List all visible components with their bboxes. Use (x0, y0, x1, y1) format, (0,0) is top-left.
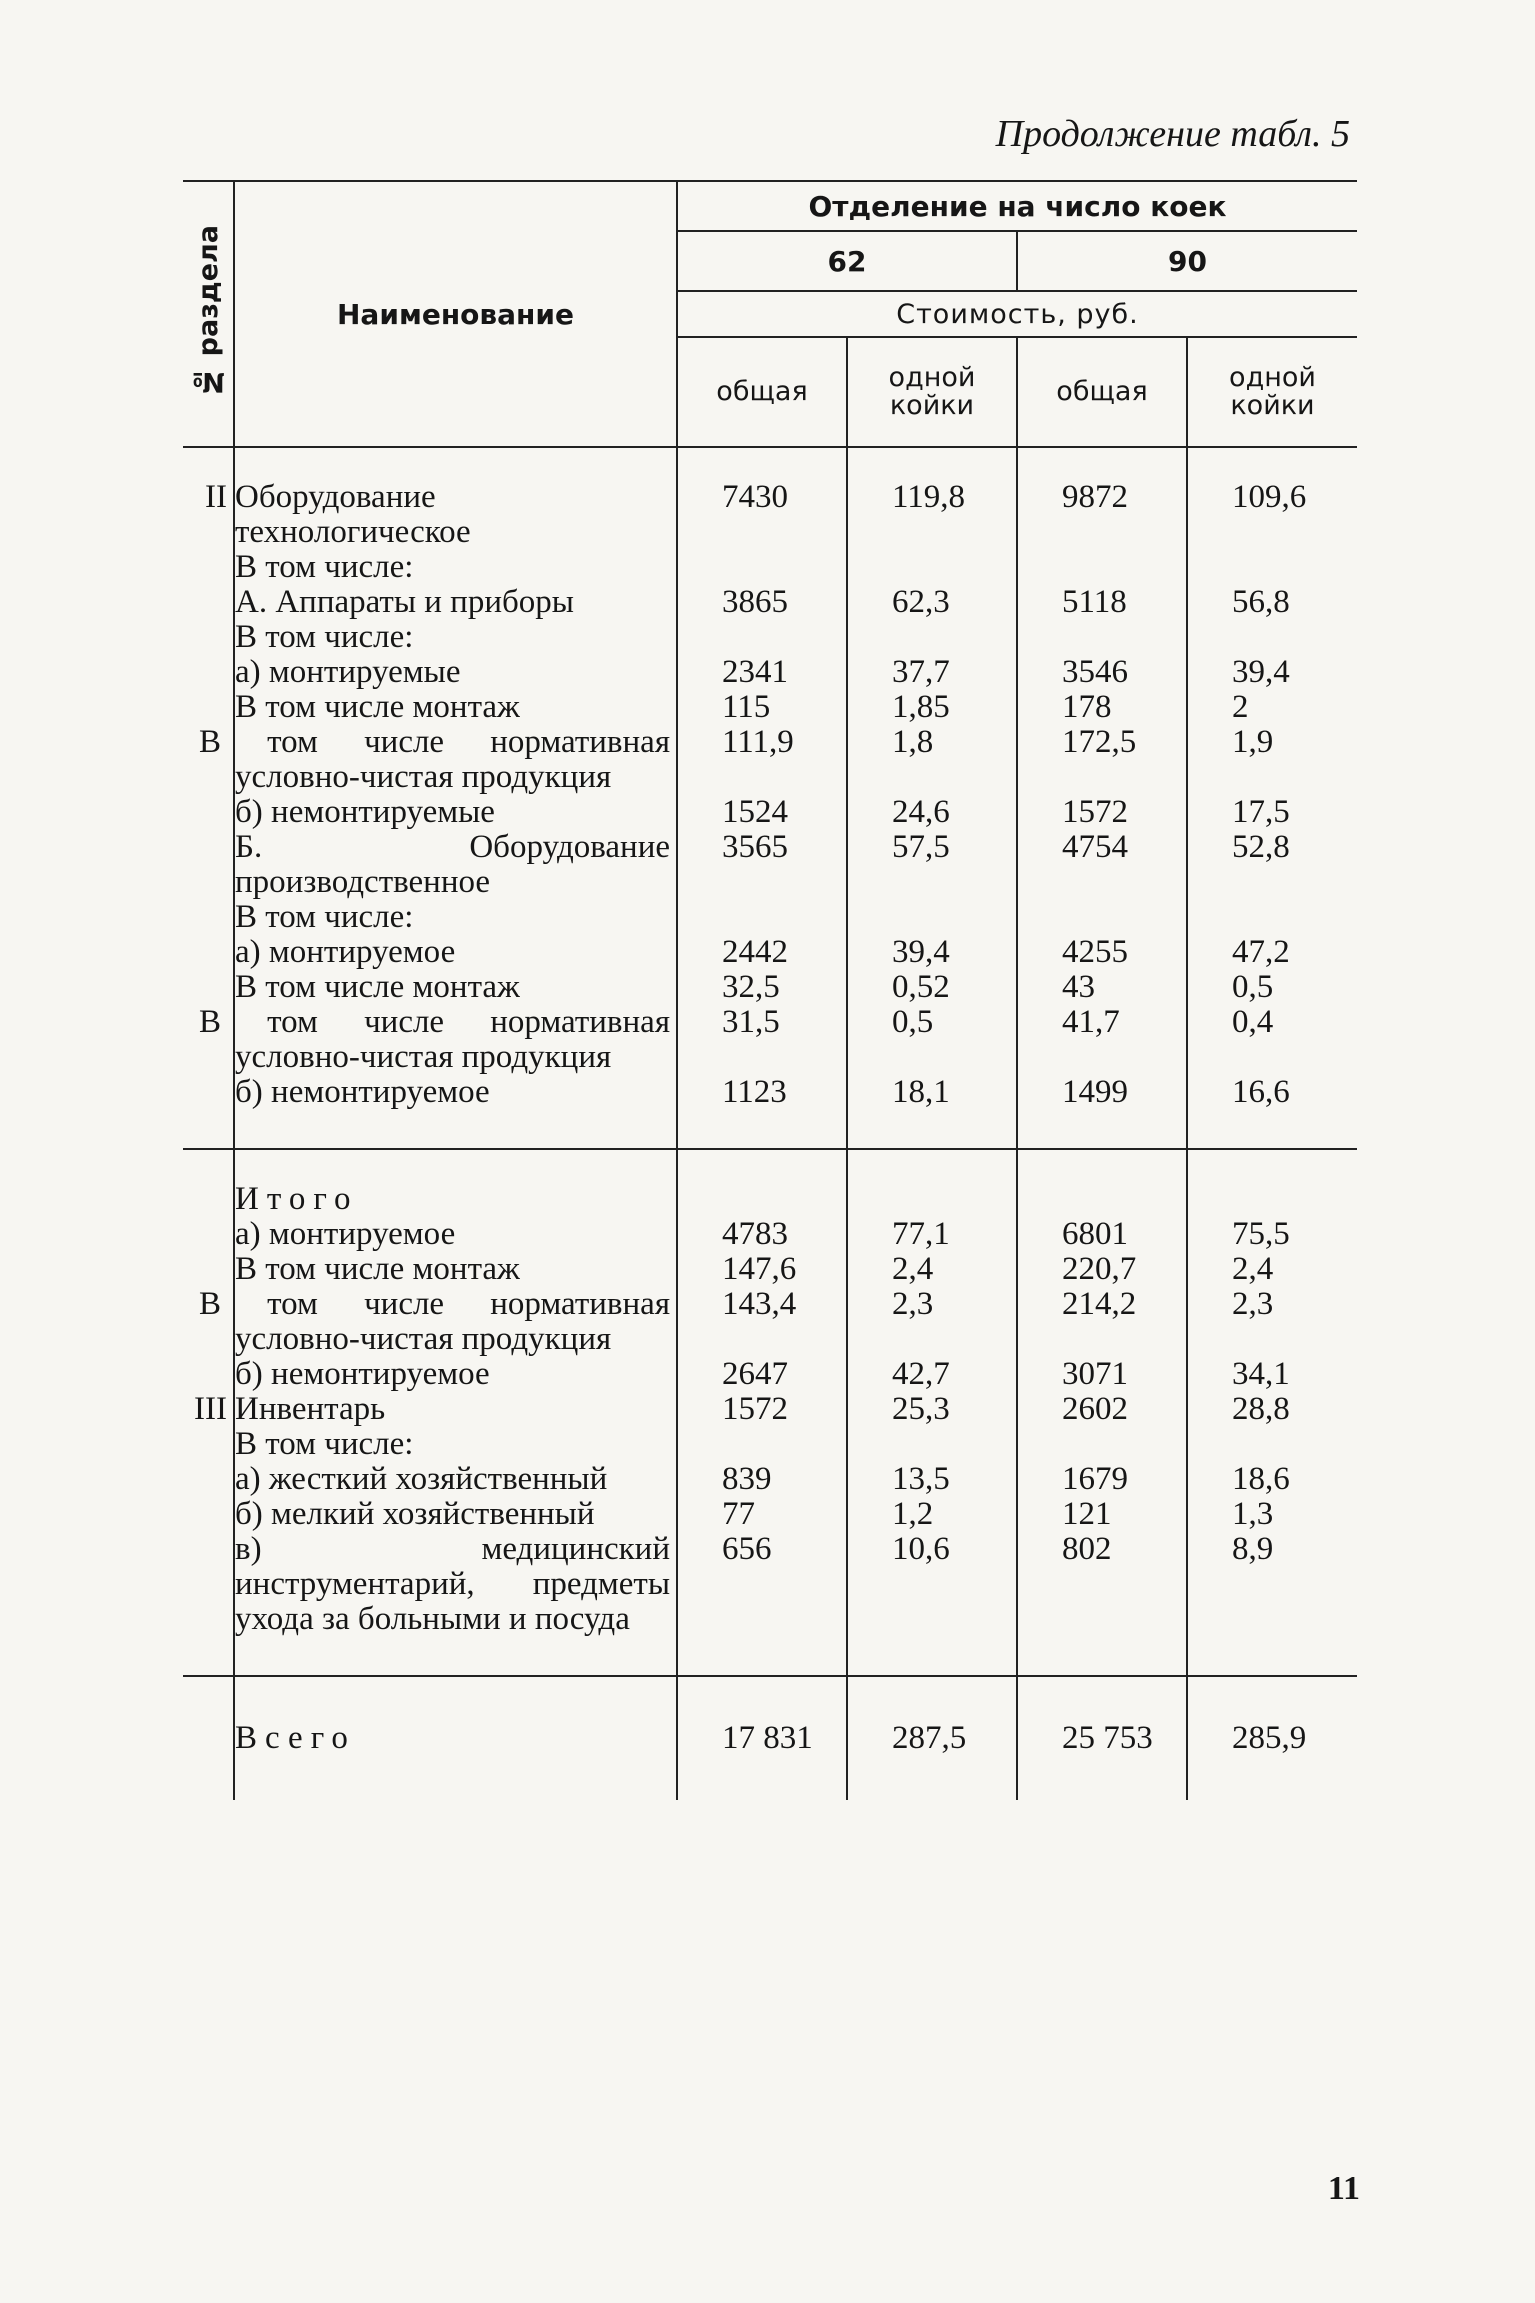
beds-62-header: 62 (677, 231, 1017, 291)
value-per-bed-90: 52,8 (1232, 829, 1290, 865)
section-number (183, 1075, 234, 1149)
value-per-bed-62: 25,3 (847, 1392, 1017, 1427)
value-total-62: 115 (677, 690, 847, 725)
section-number (183, 1532, 234, 1676)
row-name: В том числе: (234, 550, 677, 585)
table-row (183, 725, 1357, 795)
value-per-bed-90: 0,4 (1232, 1004, 1274, 1040)
total-row (183, 1676, 1357, 1800)
value-per-bed-62: 62,3 (847, 585, 1017, 620)
value-per-bed-62 (847, 550, 1017, 585)
subcol-per-bed-90: одной койки (1187, 337, 1357, 447)
row-name: а) монтируемые (234, 655, 677, 690)
section-number (183, 1217, 234, 1252)
table-row (183, 1357, 1357, 1392)
value-per-bed-62: 42,7 (847, 1357, 1017, 1392)
value-total-90: 178 (1017, 690, 1187, 725)
row-name: а) монтируемое (234, 935, 677, 970)
row-name: А. Аппараты и приборы (234, 585, 677, 620)
value-per-bed-90 (1187, 1427, 1357, 1462)
value-per-bed-90: 2 (1232, 689, 1249, 725)
row-name: Б. Оборудование производственное (234, 830, 677, 900)
table-row (183, 1149, 1357, 1217)
value-total-62: 111,9 (677, 725, 847, 795)
value-total-62: 4783 (677, 1217, 847, 1252)
table-row (183, 1497, 1357, 1532)
table-row (183, 1005, 1357, 1075)
value-per-bed-62: 10,6 (847, 1532, 1017, 1676)
value-total-90: 802 (1017, 1532, 1187, 1676)
value-per-bed-90 (1187, 1149, 1357, 1217)
value-per-bed-90 (1187, 900, 1357, 935)
value-total-62: 3565 (677, 830, 847, 900)
value-per-bed-62: 77,1 (847, 1217, 1017, 1252)
value-total-62: 32,5 (677, 970, 847, 1005)
beds-90-header: 90 (1017, 231, 1357, 291)
value-total-90: 1679 (1017, 1462, 1187, 1497)
value-per-bed-90: 47,2 (1232, 934, 1290, 970)
value-per-bed-90: 109,6 (1232, 479, 1307, 515)
row-name: В том числе нормативная условно-чистая продукция (234, 725, 677, 795)
row-name: В том числе монтаж (234, 690, 677, 725)
total-label: Всего (234, 1676, 677, 1800)
value-total-62: 143,4 (677, 1287, 847, 1357)
row-name: б) немонтируемое (234, 1075, 677, 1149)
value-per-bed-62 (847, 900, 1017, 935)
row-name: В том числе монтаж (234, 1252, 677, 1287)
value-per-bed-62: 1,85 (847, 690, 1017, 725)
table-row (183, 935, 1357, 970)
value-total-90 (1017, 620, 1187, 655)
row-name: а) жесткий хозяйственный (234, 1462, 677, 1497)
value-total-62 (677, 550, 847, 585)
value-total-90: 4255 (1017, 935, 1187, 970)
value-per-bed-62: 1,8 (847, 725, 1017, 795)
section-number (183, 655, 234, 690)
table-row (183, 1427, 1357, 1462)
table-row (183, 1287, 1357, 1357)
value-per-bed-90: 2,3 (1232, 1286, 1274, 1322)
value-per-bed-62 (847, 1427, 1017, 1462)
value-per-bed-90: 56,8 (1232, 584, 1290, 620)
subcol-total-62: общая (677, 337, 847, 447)
value-total-90: 1572 (1017, 795, 1187, 830)
value-total-62 (677, 900, 847, 935)
subcol-per-bed-62: одной койки (847, 337, 1017, 447)
value-total-62 (677, 1149, 847, 1217)
total-value-62: 17 831 (677, 1676, 847, 1800)
section-number (183, 795, 234, 830)
value-per-bed-62 (847, 620, 1017, 655)
table-row (183, 1532, 1357, 1676)
value-per-bed-62: 0,52 (847, 970, 1017, 1005)
section-number (183, 1497, 234, 1532)
table-row (183, 1252, 1357, 1287)
section-number (183, 690, 234, 725)
value-per-bed-90: 1,9 (1232, 724, 1274, 760)
table-row (183, 970, 1357, 1005)
row-name: б) мелкий хозяйственный (234, 1497, 677, 1532)
value-total-90: 41,7 (1017, 1005, 1187, 1075)
row-name: В том числе: (234, 900, 677, 935)
cost-table (183, 180, 1357, 1800)
table-row (183, 690, 1357, 725)
total-per-bed-90: 285,9 (1187, 1676, 1357, 1800)
row-name: б) немонтируемое (234, 1357, 677, 1392)
value-per-bed-90: 28,8 (1232, 1391, 1290, 1427)
value-total-62: 7430 (677, 447, 847, 550)
section-number (183, 585, 234, 620)
section-number (183, 620, 234, 655)
value-per-bed-90 (1187, 620, 1357, 655)
value-per-bed-90: 8,9 (1232, 1531, 1274, 1567)
table-row (183, 1462, 1357, 1497)
value-total-62: 2647 (677, 1357, 847, 1392)
value-total-90: 5118 (1017, 585, 1187, 620)
value-total-62: 1123 (677, 1075, 847, 1149)
value-total-90 (1017, 550, 1187, 585)
row-name: В том числе нормативная условно-чистая продукция (234, 1287, 677, 1357)
value-per-bed-90: 39,4 (1232, 654, 1290, 690)
page-number: 11 (1327, 2170, 1360, 2207)
total-per-bed-62: 287,5 (847, 1676, 1017, 1800)
table-row (183, 585, 1357, 620)
value-per-bed-62: 18,1 (847, 1075, 1017, 1149)
row-name: В том числе монтаж (234, 970, 677, 1005)
value-total-90: 3546 (1017, 655, 1187, 690)
value-per-bed-90: 34,1 (1232, 1356, 1290, 1392)
section-number (183, 1676, 234, 1800)
value-per-bed-90: 2,4 (1232, 1251, 1274, 1287)
value-per-bed-62: 13,5 (847, 1462, 1017, 1497)
value-per-bed-90: 1,3 (1232, 1496, 1274, 1532)
table-row (183, 550, 1357, 585)
value-per-bed-62 (847, 1149, 1017, 1217)
section-number (183, 935, 234, 970)
table-row (183, 830, 1357, 900)
page-title: Продолжение табл. 5 (995, 113, 1350, 155)
table-row (183, 655, 1357, 690)
value-per-bed-62: 0,5 (847, 1005, 1017, 1075)
section-number (183, 1252, 234, 1287)
value-total-62: 656 (677, 1532, 847, 1676)
section-number (183, 900, 234, 935)
value-per-bed-90: 75,5 (1232, 1216, 1290, 1252)
value-total-62: 31,5 (677, 1005, 847, 1075)
value-per-bed-62: 2,4 (847, 1252, 1017, 1287)
row-name: в) медицинский инструментарий, предметы ухода за больными и посуда (234, 1532, 677, 1676)
value-per-bed-62: 2,3 (847, 1287, 1017, 1357)
value-per-bed-90: 17,5 (1232, 794, 1290, 830)
value-total-90: 121 (1017, 1497, 1187, 1532)
value-total-62: 147,6 (677, 1252, 847, 1287)
value-per-bed-90: 16,6 (1232, 1074, 1290, 1110)
table-row (183, 447, 1357, 550)
value-total-62: 1572 (677, 1392, 847, 1427)
value-per-bed-62: 119,8 (847, 447, 1017, 550)
value-per-bed-90: 0,5 (1232, 969, 1274, 1005)
subcol-total-90: общая (1017, 337, 1187, 447)
department-header: Отделение на число коек (677, 181, 1357, 231)
row-name: В том числе нормативная условно-чистая продукция (234, 1005, 677, 1075)
section-number: III (183, 1392, 234, 1427)
section-number (183, 970, 234, 1005)
table-row (183, 1217, 1357, 1252)
value-per-bed-62: 1,2 (847, 1497, 1017, 1532)
section-number (183, 550, 234, 585)
value-per-bed-90: 18,6 (1232, 1461, 1290, 1497)
table-row (183, 795, 1357, 830)
value-total-90: 2602 (1017, 1392, 1187, 1427)
value-total-62: 2442 (677, 935, 847, 970)
value-total-90 (1017, 900, 1187, 935)
value-total-90: 9872 (1017, 447, 1187, 550)
table-row (183, 620, 1357, 655)
value-total-62: 3865 (677, 585, 847, 620)
section-number (183, 1427, 234, 1462)
value-total-90: 214,2 (1017, 1287, 1187, 1357)
name-column-header: Наименование (234, 181, 677, 447)
row-name: В том числе: (234, 1427, 677, 1462)
value-total-90: 6801 (1017, 1217, 1187, 1252)
value-total-90: 172,5 (1017, 725, 1187, 795)
row-name: б) немонтируемые (234, 795, 677, 830)
cost-header: Стоимость, руб. (677, 291, 1357, 337)
section-column-header: № раздела (183, 181, 234, 447)
row-name: а) монтируемое (234, 1217, 677, 1252)
section-number: II (183, 447, 234, 550)
value-total-90: 3071 (1017, 1357, 1187, 1392)
value-total-62 (677, 620, 847, 655)
row-name: Итого (234, 1149, 677, 1217)
row-name: Инвентарь (234, 1392, 677, 1427)
section-number (183, 1357, 234, 1392)
value-per-bed-62: 57,5 (847, 830, 1017, 900)
value-per-bed-62: 37,7 (847, 655, 1017, 690)
value-total-90 (1017, 1149, 1187, 1217)
value-total-62: 77 (677, 1497, 847, 1532)
row-name: Оборудование технологическое (234, 447, 677, 550)
table-row (183, 900, 1357, 935)
value-total-90 (1017, 1427, 1187, 1462)
value-total-62 (677, 1427, 847, 1462)
value-total-90: 1499 (1017, 1075, 1187, 1149)
value-per-bed-62: 24,6 (847, 795, 1017, 830)
value-total-90: 4754 (1017, 830, 1187, 900)
value-total-90: 220,7 (1017, 1252, 1187, 1287)
value-total-62: 2341 (677, 655, 847, 690)
value-total-90: 43 (1017, 970, 1187, 1005)
section-number (183, 1462, 234, 1497)
table-row (183, 1392, 1357, 1427)
value-total-62: 1524 (677, 795, 847, 830)
value-total-62: 839 (677, 1462, 847, 1497)
row-name: В том числе: (234, 620, 677, 655)
table-row (183, 1075, 1357, 1149)
value-per-bed-62: 39,4 (847, 935, 1017, 970)
section-number (183, 830, 234, 900)
section-number (183, 1149, 234, 1217)
total-value-90: 25 753 (1017, 1676, 1187, 1800)
value-per-bed-90 (1187, 550, 1357, 585)
